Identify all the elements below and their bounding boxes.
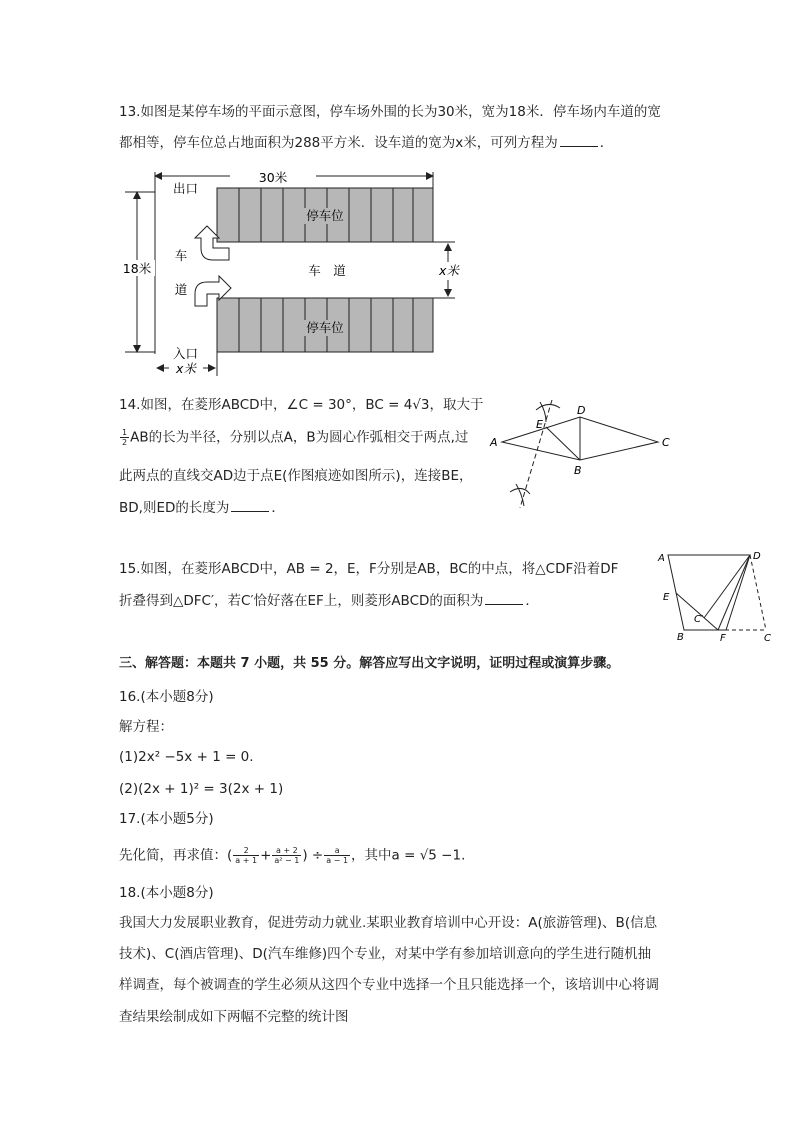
q14-line3: 此两点的直线交AD边于点E(作图痕迹如图所示)，连接BE， <box>119 468 473 484</box>
bottom-parking-label: 停车位 <box>306 320 344 335</box>
lane-label-2: 道 <box>174 282 188 297</box>
point-a-label: A <box>658 553 665 564</box>
q14-line4-text: BD,则ED的长度为 <box>119 500 230 516</box>
q14-line2 <box>119 428 468 447</box>
q15-line2-text: 折叠得到△DFC′，若C′恰好落在EF上，则菱形ABCD的面积为 <box>119 593 484 609</box>
top-parking-label: 停车位 <box>306 208 344 223</box>
point-b-label: B <box>677 632 684 643</box>
top-dimension-label: 30米 <box>258 170 288 185</box>
q14-line2-text: AB的长为半径，分别以点A，B为圆心作弧相交于两点,过 <box>130 429 469 446</box>
entrance-label: 入口 <box>173 346 199 361</box>
rhombus-figure-q15 <box>652 548 782 643</box>
answer-blank <box>485 592 523 605</box>
rhombus-figure-q14 <box>486 398 682 513</box>
q18-line4: 查结果绘制成如下两幅不完整的统计图 <box>119 1009 349 1025</box>
q18-title: 18.(本小题8分) <box>119 885 214 901</box>
q14-line4-end: ． <box>271 500 285 516</box>
point-c-label: C <box>764 633 771 644</box>
q17-suffix: ，其中a = √5 −1. <box>351 847 466 864</box>
q13-line2-end: ． <box>599 135 614 151</box>
point-d-label: D <box>577 404 586 417</box>
q17-title: 17.(本小题5分) <box>119 811 214 827</box>
plus-sign: + <box>260 847 272 864</box>
q18-line1: 我国大力发展职业教育，促进劳动力就业.某职业教育培训中心开设：A(旅游管理)、B(信息 <box>119 915 658 931</box>
q18-line3: 样调查，每个被调查的学生必须从这四个专业中选择一个且只能选择一个，该培训中心将调 <box>119 977 659 993</box>
answer-blank <box>560 134 598 147</box>
point-d-label: D <box>753 551 761 562</box>
point-c-prime-label: C′ <box>694 614 704 625</box>
q17-expression <box>119 846 465 865</box>
point-e-label: E <box>663 592 670 603</box>
left-dimension-label: 18米 <box>122 261 152 276</box>
bottom-dimension-label: x米 <box>176 361 196 376</box>
one-half-fraction: $\frac{1}{2}$ <box>122 428 128 447</box>
q15-line2 <box>119 592 539 610</box>
q16-prompt: 解方程： <box>119 719 173 735</box>
q16-equation-2: (2)(2x + 1)² = 3(2x + 1) <box>119 781 284 797</box>
road-label: 车 道 <box>308 263 346 278</box>
right-dimension-label: x米 <box>439 263 459 278</box>
point-f-label: F <box>720 633 726 644</box>
section-3-heading: 三、解答题：本题共 7 小题，共 55 分。解答应写出文字说明，证明过程或演算步骤。 <box>119 656 620 671</box>
lane-label-1: 车 <box>174 248 188 263</box>
point-b-label: B <box>574 464 582 477</box>
q15-line1: 15.如图，在菱形ABCD中，AB = 2，E，F分别是AB，BC的中点，将△CDF沿着DF <box>119 561 619 577</box>
q13-line2-text: 都相等，停车位总占地面积为288平方米．设车道的宽为x米，可列方程为 <box>119 135 558 151</box>
q13-line2 <box>119 134 613 152</box>
exit-label: 出口 <box>173 181 199 196</box>
q16-title: 16.(本小题8分) <box>119 689 214 705</box>
point-e-label: E <box>536 418 543 431</box>
point-a-label: A <box>490 436 498 449</box>
q13-line1: 13.如图是某停车场的平面示意图，停车场外围的长为30米，宽为18米．停车场内车道的宽 <box>119 104 661 120</box>
answer-blank <box>231 499 269 512</box>
q15-line2-end: ． <box>525 593 539 609</box>
fraction-2: $\frac{a + 2}{\text{a² − 1}}$ <box>274 846 300 865</box>
q16-equation-1: (1)2x² −5x + 1 = 0. <box>119 749 254 765</box>
q14-line1: 14.如图，在菱形ABCD中，∠C = 30°，BC = 4√3，取大于 <box>119 397 484 413</box>
point-c-label: C <box>662 436 670 449</box>
q18-line2: 技术)、C(酒店管理)、D(汽车维修)四个专业，对某中学有参加培训意向的学生进行随机抽 <box>119 946 652 962</box>
q17-prefix: 先化简，再求值：( <box>119 847 233 864</box>
q14-line4 <box>119 499 285 517</box>
divide-sign: ) ÷ <box>302 847 324 864</box>
fraction-3: $\frac{a}{a - 1}$ <box>326 846 349 865</box>
parking-lot-figure <box>115 168 459 378</box>
fraction-1: $\frac{2}{a + 1}$ <box>235 846 258 865</box>
